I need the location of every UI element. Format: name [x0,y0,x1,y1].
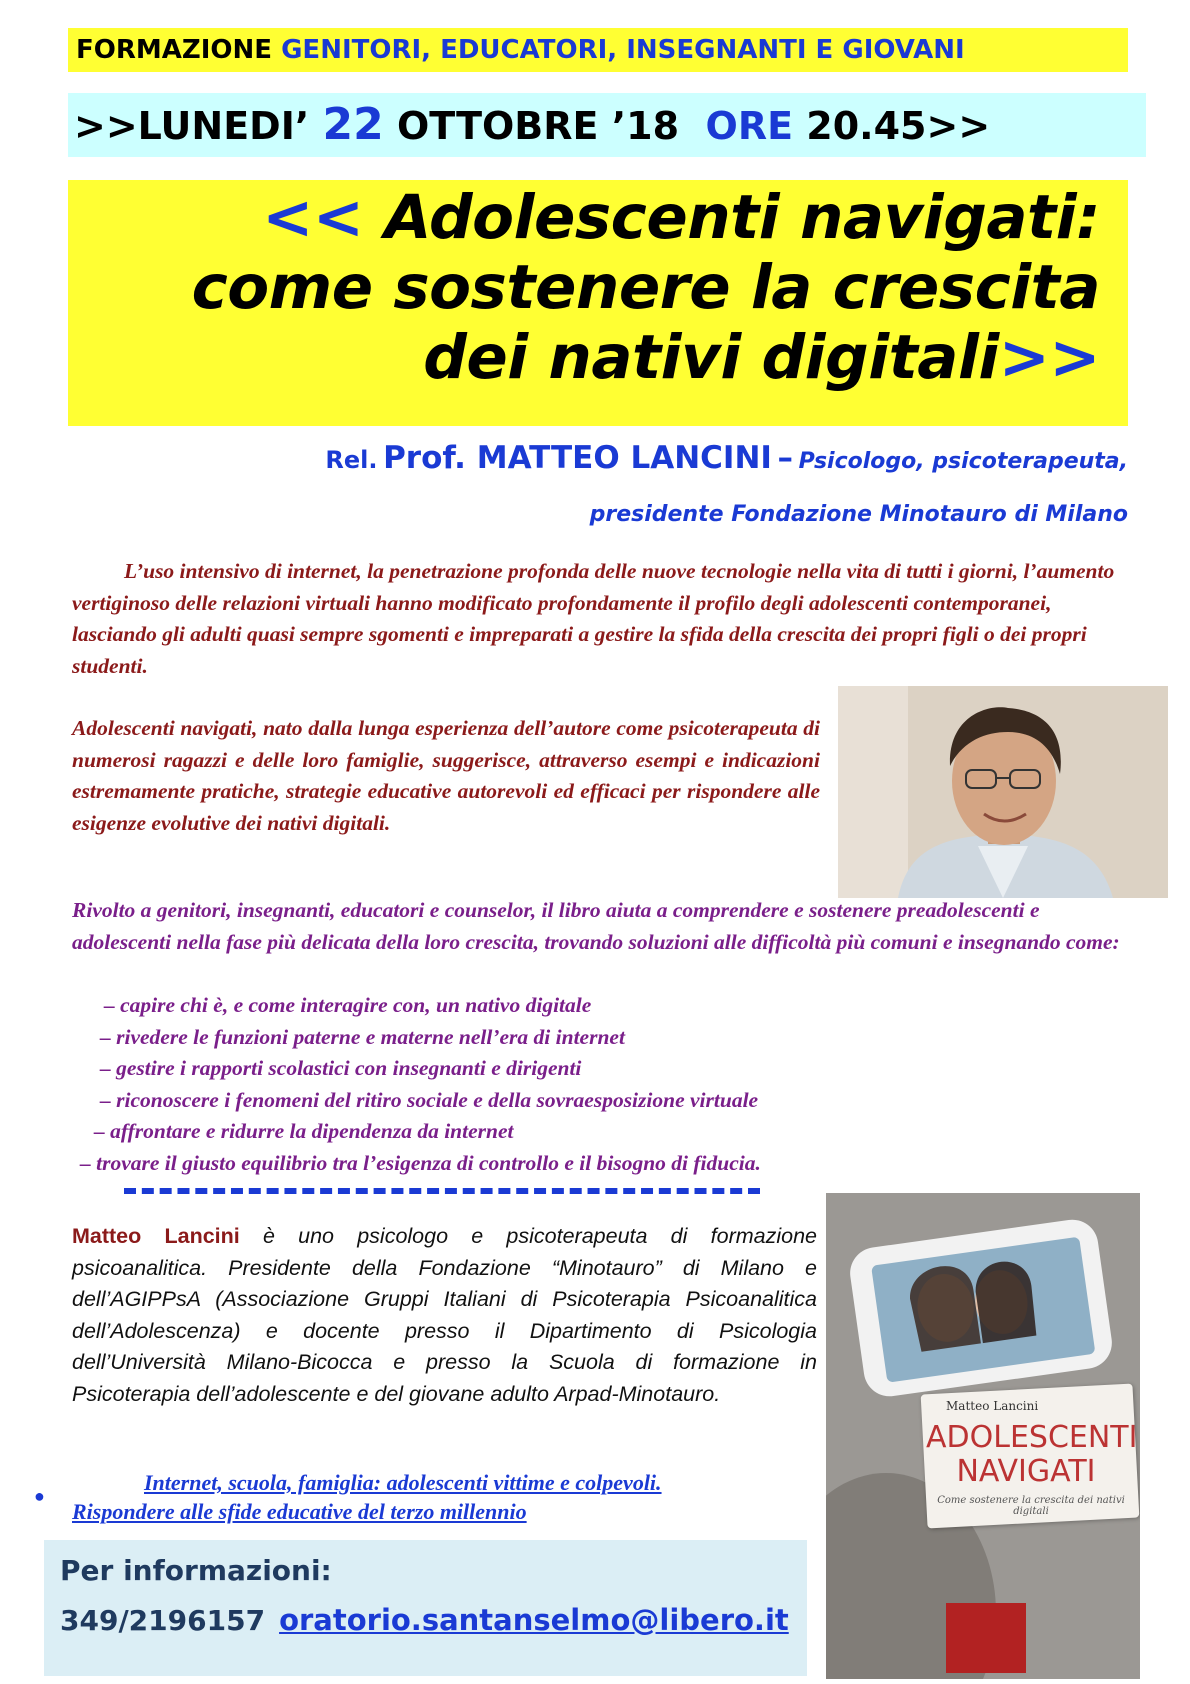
speaker-org: presidente Fondazione Minotauro di Milano [589,502,1128,527]
rel-label: Rel. [325,446,378,474]
book-title-line-1: ADOLESCENTI [926,1420,1138,1455]
list-item: – riconoscere i fenomeni del ritiro sociale e della sovraesposizione virtuale [100,1087,759,1112]
contact-phone: 349/2196157 [60,1604,266,1637]
title-open-quote: << [262,182,364,253]
title-line-3-text: dei nativi digitali [423,322,999,393]
ore-label: ORE [705,104,794,148]
title-line-3 [423,322,1100,393]
audience-paragraph: Rivolto a genitori, insegnanti, educatori e counselor, il libro aiuta a comprendere e sostenere preadolescenti e adolescenti nella fase più delicata della loro crescita, trovando soluzioni alle difficoltà più comuni e insegnando come: [72,898,1120,954]
title-line-1 [262,182,1100,253]
intro-paragraph [72,556,1130,682]
book-title-line-2: NAVIGATI [956,1454,1096,1489]
book-author: Matteo Lancini [946,1399,1039,1413]
book-title [926,1420,1138,1489]
speaker-line [325,440,1128,476]
book-description: Adolescenti navigati, nato dalla lunga esperienza dell’autore come psicoterapeuta di numerosi ragazzi e delle loro famiglie, suggerisce, attraverso esempi e indicazioni estremamente pratiche, strategie educative autorevoli ed efficaci per rispondere alle esigenze evolutive dei nativi digitali. [72,716,820,835]
title-line-2 [192,252,1100,323]
related-link-line-1[interactable]: Internet, scuola, famiglia: adolescenti vittime e colpevoli. [144,1470,662,1495]
intro-paragraph-text: L’uso intensivo di internet, la penetrazione profonda delle nuove tecnologie nella vita di tutti i giorni, l’aumento vertiginoso delle relazioni virtuali hanno modificato profondamente il profilo degli adolescenti contemporanei, lasciando gli adulti quasi sempre sgomenti e impreparati a gestire la sfida della crescita dei propri figli o dei propri studenti. [72,559,1115,678]
formazione-label: FORMAZIONE [76,35,273,65]
separator-line [124,1188,760,1194]
author-bio [72,1221,817,1410]
list-item: – rivedere le funzioni paterne e materne nell’era di internet [100,1024,625,1049]
date-month-year: OTTOBRE ’18 [396,104,680,148]
speaker-name: Prof. MATTEO LANCINI [383,440,772,476]
related-link[interactable] [72,1468,817,1526]
contact-email-link[interactable]: oratorio.santanselmo@libero.it [279,1603,789,1637]
date-day: 22 [322,99,384,150]
topics-list [72,990,761,1179]
title-line-2-text: come sostenere la crescita [191,252,1100,323]
contact-box [44,1540,807,1676]
book-subtitle: Come sostenere la crescita dei nativi digitali [937,1495,1125,1517]
audience-banner [68,28,1128,72]
date-prefix: >>LUNEDI’ [74,104,310,148]
speaker-dash: – [777,440,794,476]
list-item: – trovare il giusto equilibrio tra l’esigenza di controllo e il bisogno di fiducia. [80,1150,761,1175]
portrait-illustration [838,686,1168,898]
contact-line [60,1594,807,1647]
audience-label: GENITORI, EDUCATORI, INSEGNANTI E GIOVANI [281,35,965,65]
bio-name: Matteo Lancini [72,1224,240,1248]
book-cover-image [826,1193,1140,1679]
bullet-dot: ● [34,1486,45,1506]
title-line-1-text: Adolescenti navigati: [384,182,1100,253]
list-item: – gestire i rapporti scolastici con insegnanti e dirigenti [100,1056,582,1080]
speaker-portrait [838,686,1168,898]
title-box [68,180,1128,426]
related-link-line-2[interactable]: Rispondere alle sfide educative del terzo millennio [72,1499,527,1524]
date-banner [68,93,1146,157]
contact-heading: Per informazioni: [60,1554,332,1587]
speaker-role: Psicologo, psicoterapeuta, [798,449,1128,474]
list-item: – affrontare e ridurre la dipendenza da internet [94,1119,514,1143]
list-item: – capire chi è, e come interagire con, un nativo digitale [104,993,592,1017]
bio-text: è uno psicologo e psicoterapeuta di formazione psicoanalitica. Presidente della Fondazione “Minotauro” di Milano e dell’AGIPPsA (Associazione Gruppi Italiani di Psicoterapia Psicoanalitica dell’Adolescenza) e docente presso il Dipartimento di Psicologia dell’Università Milano-Bicocca e presso la Scuola di formazione in Psicoterapia dell’adolescente e del giovane adulto Arpad-Minotauro. [72,1224,817,1406]
event-time: 20.45>> [806,104,991,148]
title-close-quote: >> [998,322,1100,393]
